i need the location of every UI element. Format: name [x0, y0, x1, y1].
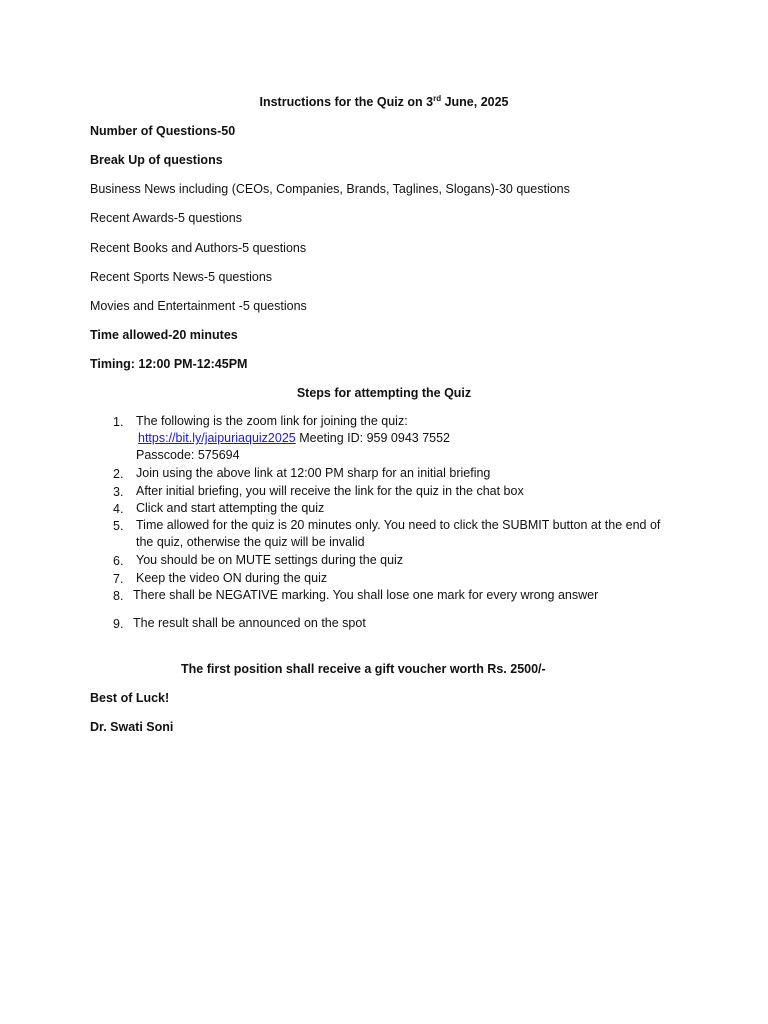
step-text: Keep the video ON during the quiz: [136, 571, 328, 585]
timing: Timing: 12:00 PM-12:45PM: [90, 357, 248, 371]
step-number: 9.: [113, 617, 124, 631]
step-number: 6.: [113, 554, 124, 568]
step-number: 1.: [113, 415, 124, 429]
breakup-item: Business News including (CEOs, Companies, Brands, Taglines, Slogans)-30 questions: [90, 182, 570, 196]
step-number: 3.: [113, 485, 124, 499]
title-text-before: Instructions for the Quiz on 3: [259, 95, 434, 109]
step-number: 8.: [113, 589, 124, 603]
steps-heading: Steps for attempting the Quiz: [296, 386, 472, 400]
passcode: Passcode: 575694: [136, 448, 240, 462]
step-text: The following is the zoom link for joining the quiz:: [136, 414, 408, 428]
closing-line: Best of Luck!: [90, 691, 170, 705]
step-text: The result shall be announced on the spot: [133, 616, 366, 630]
step-text-continued: the quiz, otherwise the quiz will be invalid: [136, 535, 365, 549]
zoom-link-line: [138, 430, 450, 447]
breakup-heading: Break Up of questions: [90, 153, 223, 167]
meeting-id: Meeting ID: 959 0943 7552: [295, 431, 451, 445]
step-text: Join using the above link at 12:00 PM sharp for an initial briefing: [136, 466, 491, 480]
step-text: Click and start attempting the quiz: [136, 501, 325, 515]
signature: Dr. Swati Soni: [90, 720, 174, 734]
step-number: 2.: [113, 467, 124, 481]
step-item-5: [136, 517, 660, 551]
step-number: 7.: [113, 572, 124, 586]
title-text-after: June, 2025: [441, 95, 509, 109]
step-item-1: [136, 413, 450, 464]
breakup-item: Movies and Entertainment -5 questions: [90, 299, 307, 313]
breakup-item: Recent Awards-5 questions: [90, 211, 242, 225]
step-text: There shall be NEGATIVE marking. You shall lose one mark for every wrong answer: [133, 588, 599, 602]
step-number: 4.: [113, 502, 124, 516]
number-of-questions: Number of Questions-50: [90, 124, 236, 138]
zoom-link[interactable]: https://bit.ly/jaipuriaquiz2025: [138, 431, 296, 445]
step-text: You should be on MUTE settings during the quiz: [136, 553, 404, 567]
prize-statement: The first position shall receive a gift voucher worth Rs. 2500/-: [181, 662, 546, 676]
title-superscript: rd: [433, 93, 442, 103]
step-text: Time allowed for the quiz is 20 minutes only. You need to click the SUBMIT button at the end of: [136, 518, 661, 532]
breakup-item: Recent Books and Authors-5 questions: [90, 241, 307, 255]
step-number: 5.: [113, 519, 124, 533]
breakup-item: Recent Sports News-5 questions: [90, 270, 273, 284]
document-title: [0, 94, 768, 110]
step-text: After initial briefing, you will receive the link for the quiz in the chat box: [136, 484, 524, 498]
time-allowed: Time allowed-20 minutes: [90, 328, 238, 342]
